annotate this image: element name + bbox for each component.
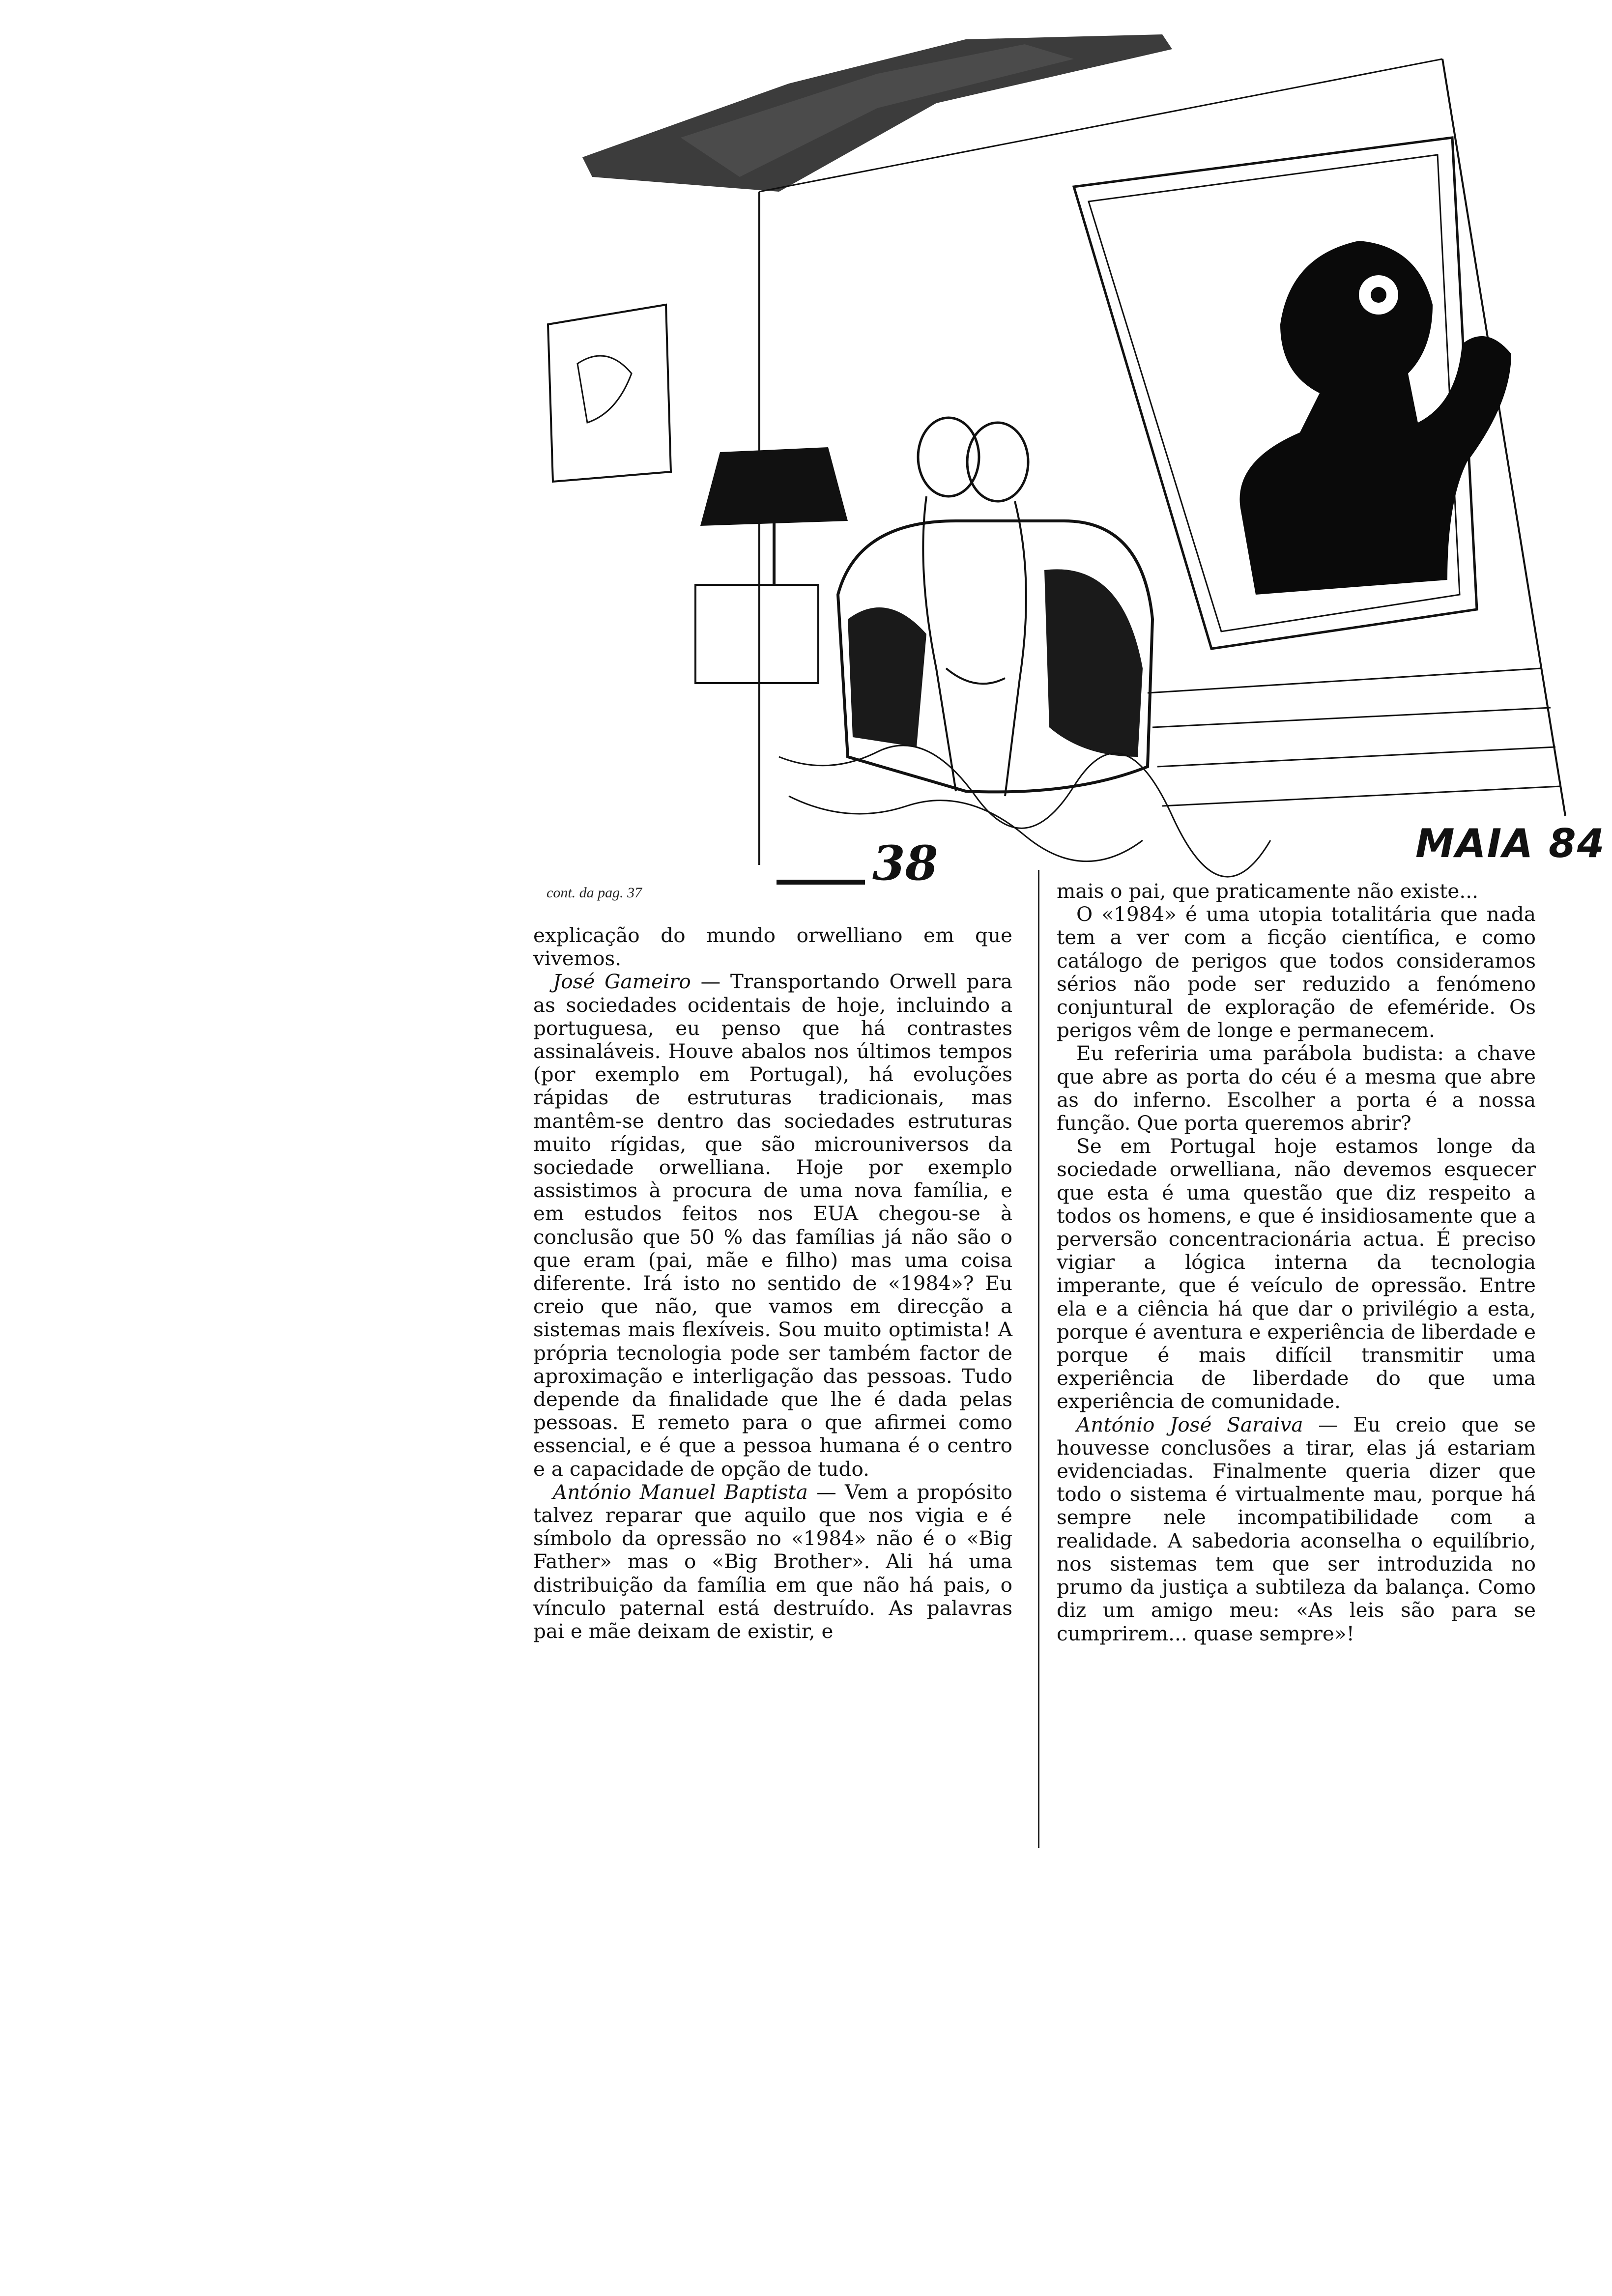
paragraph-text: — Transportando Orwell para as sociedades ocidentais de hoje, incluindo a portuguesa, eu penso que há contrastes assinaláveis. Houve abalos nos últimos tempos (por exemplo em Portugal), há evoluções rápidas de estruturas tradicionais, mas mantêm-se dentro das sociedades estruturas muito rígidas, que são microuniversos da sociedade orwelliana. Hoje por exemplo assistimos à procura de uma nova família, e em estudos feitos nos EUA chegou-se à conclusão que 50 % das famílias já não são o que eram (pai, mãe e filho) mas uma coisa diferente. Irá isto no sentido de «1984»? Eu creio que não, que vamos em direcção a sistemas mais flexíveis. Sou muito optimista! A própria tecnologia pode ser também factor de aproximação e interligação das pessoas. Tudo depende da finalidade que lhe é dada pelas pessoas. E remeto para o que afirmei como essencial, e é que a pessoa humana é o centro e a capacidade de opção de tudo. [533,970,1013,1481]
left-column [533,924,1012,1643]
right-column [1057,880,1536,1645]
speaker-name: José Gameiro [553,970,691,994]
paragraph [1057,1413,1536,1645]
speaker-name: António José Saraiva [1076,1412,1303,1436]
cartoonist-signature: MAIA 84 [1415,821,1606,866]
page-number-rule [777,880,865,885]
paragraph [533,1481,1012,1643]
paragraph: Se em Portugal hoje estamos longe da sociedade orwelliana, não devemos esquecer que esta é uma questão que diz respeito a todos os homens, e que é insidiosamente que a perversão concentracionária actua. É preciso vigiar a lógica interna da tecnologia imperante, que é veículo de opressão. Entre ela e a ciência há que dar o privilégio a esta, porque é aventura e experiência de liberdade e porque é mais difícil transmitir uma experiência de liberdade do que uma experiência de comunidade. [1057,1134,1536,1413]
cartoon-illustration [533,29,1590,894]
paragraph: O «1984» é uma utopia totalitária que nada tem a ver com a ficção científica, e como catálogo de perigos que todos consideramos sérios não pode ser reduzido a fenómeno conjuntural de exploração de efeméride. Os perigos vêm de longe e permanecem. [1057,902,1536,1042]
paragraph: Eu referiria uma parábola budista: a chave que abre as porta do céu é a mesma que abre as do inferno. Escolher a porta é a nossa função. Que porta queremos abrir? [1057,1041,1536,1135]
page-number: 38 [872,835,938,891]
paragraph [533,970,1012,1480]
speaker-name: António Manuel Baptista [553,1480,808,1504]
paragraph-text: — Vem a propósito talvez reparar que aquilo que nos vigia e é símbolo da opressão no «1984» não é o «Big Father» mas o «Big Brother». Ali há uma distribuição da família em que não há pais, o vínculo paternal está destruído. As palavras pai e mãe deixam de existir, e [533,1480,1012,1643]
paragraph-text: — Eu creio que se houvesse conclusões a tirar, elas já estariam evidenciadas. Finalmente queria dizer que todo o sistema é virtualmente mau, porque há sempre nele incompatibilidade com a realidade. A sabedoria aconselha o equilíbrio, nos sistemas tem que ser introduzida no prumo da justiça a subtileza da balança. Como diz um amigo meu: «As leis são para se cumprirem... quase sempre»! [1057,1412,1536,1645]
paragraph: explicação do mundo orwelliano em que vivemos. [533,923,1012,971]
continuation-caption: cont. da pag. 37 [547,885,642,901]
column-divider [1038,870,1039,1848]
paragraph: mais o pai, que praticamente não existe... [1057,879,1478,903]
